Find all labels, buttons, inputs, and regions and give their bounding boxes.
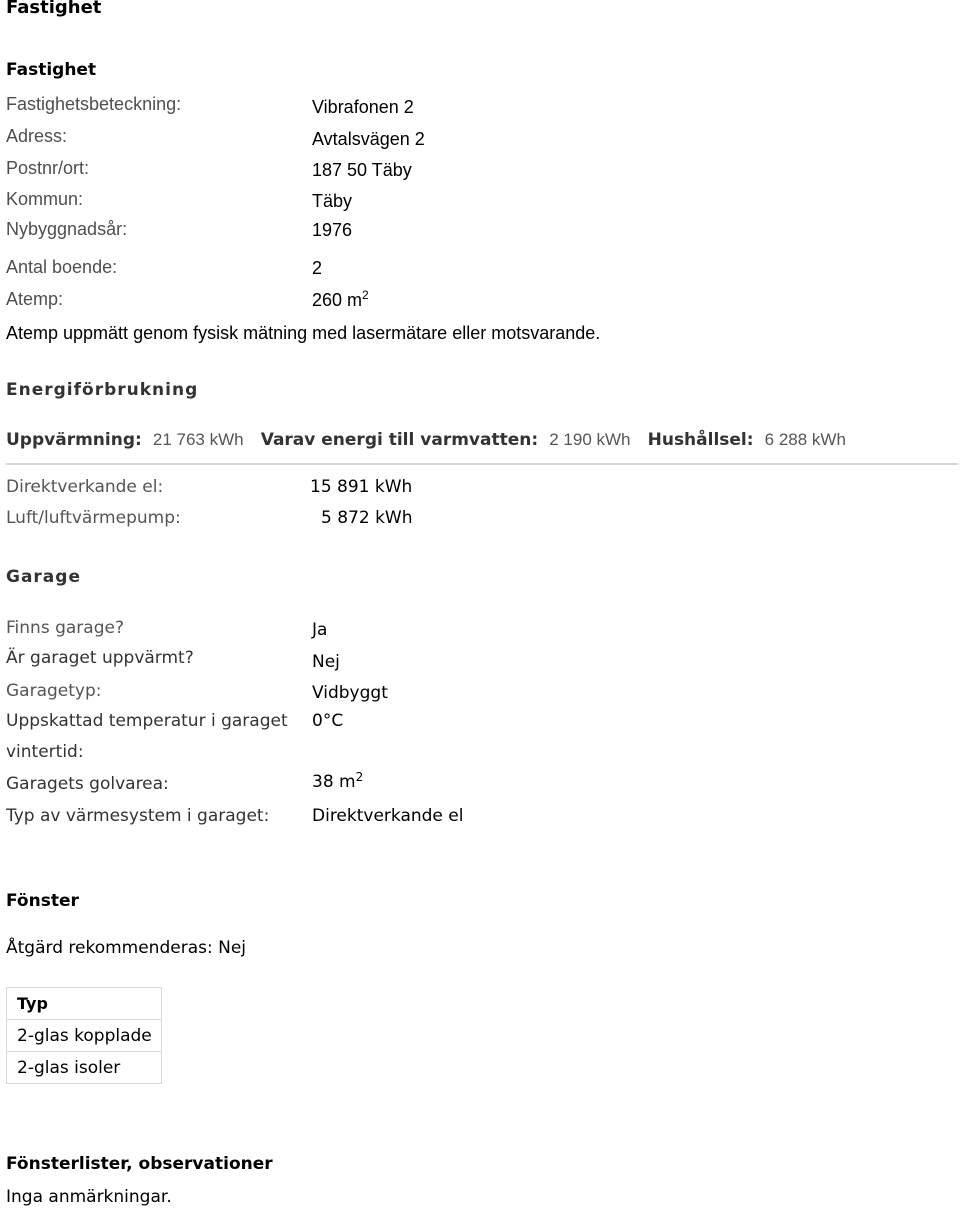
energy-value-air-heat-pump: 5 872 kWh <box>321 508 413 528</box>
energy-divider <box>6 463 958 465</box>
garage-label-heating-system: Typ av värmesystem i garaget: <box>6 806 270 826</box>
property-label-build-year: Nybyggnadsår: <box>6 219 128 239</box>
table-header-type: Typ <box>7 988 162 1020</box>
atemp-note: Atemp uppmätt genom fysisk mätning med lasermätare eller motsvarande. <box>6 323 601 343</box>
property-label-municipality: Kommun: <box>6 189 84 209</box>
table-header-row <box>7 988 162 1020</box>
table-row <box>7 1020 162 1052</box>
property-label-address: Adress: <box>6 126 68 146</box>
energy-label-air-heat-pump: Luft/luftvärmepump: <box>6 508 181 528</box>
windows-heading: Fönster <box>6 891 79 911</box>
energy-label-direct-electric: Direktverkande el: <box>6 477 164 497</box>
windows-action-recommended: Åtgärd rekommenderas: Nej <box>6 938 247 958</box>
table-cell: 2-glas kopplade <box>7 1020 162 1052</box>
garage-value-winter-temp: 0°C <box>312 711 344 731</box>
garage-label-winter-temp-cont: vintertid: <box>6 742 84 762</box>
garage-value-heated: Nej <box>312 652 340 672</box>
heating-value: 21 763 kWh <box>152 430 244 449</box>
window-sills-text: Inga anmärkningar. <box>6 1187 172 1207</box>
windows-table <box>6 987 162 1084</box>
atemp-unit-exponent: 2 <box>362 288 369 302</box>
property-value-designation: Vibrafonen 2 <box>312 97 414 117</box>
garage-floor-area-text: 38 m <box>312 772 356 792</box>
energy-value-direct-electric: 15 891 kWh <box>310 477 413 497</box>
heating-label: Uppvärmning: <box>6 430 142 450</box>
property-value-postal: 187 50 Täby <box>312 160 412 180</box>
property-value-build-year: 1976 <box>312 220 353 240</box>
garage-heading: Garage <box>6 567 81 587</box>
garage-label-floor-area: Garagets golvarea: <box>6 774 169 794</box>
property-heading: Fastighet <box>6 60 97 80</box>
property-label-postal: Postnr/ort: <box>6 158 90 178</box>
garage-label-heated: Är garaget uppvärmt? <box>6 648 194 668</box>
table-row <box>7 1052 162 1084</box>
garage-value-floor-area <box>312 772 363 792</box>
garage-value-type: Vidbyggt <box>312 683 388 703</box>
energy-summary <box>6 430 846 450</box>
page-title: Fastighet <box>6 0 102 18</box>
garage-label-type: Garagetyp: <box>6 681 102 701</box>
garage-label-winter-temp: Uppskattad temperatur i garaget <box>6 711 288 731</box>
property-label-residents: Antal boende: <box>6 257 118 277</box>
window-sills-heading: Fönsterlister, observationer <box>6 1154 273 1174</box>
household-electricity-value: 6 288 kWh <box>764 430 846 449</box>
table-cell: 2-glas isoler <box>7 1052 162 1084</box>
garage-floor-area-exponent: 2 <box>355 770 364 784</box>
garage-value-heating-system: Direktverkande el <box>312 806 464 826</box>
property-value-residents: 2 <box>312 258 323 278</box>
garage-label-exists: Finns garage? <box>6 618 124 638</box>
hot-water-value: 2 190 kWh <box>549 430 631 449</box>
garage-value-exists: Ja <box>312 620 328 640</box>
property-value-municipality: Täby <box>312 191 353 211</box>
property-label-designation: Fastighetsbeteckning: <box>6 94 182 114</box>
energy-heading: Energiförbrukning <box>6 380 199 400</box>
household-electricity-label: Hushållsel: <box>647 430 754 450</box>
atemp-value-text: 260 m <box>312 290 363 310</box>
property-value-address: Avtalsvägen 2 <box>312 129 425 149</box>
property-value-atemp <box>312 290 369 311</box>
hot-water-label: Varav energi till varmvatten: <box>260 430 539 450</box>
property-label-atemp: Atemp: <box>6 289 64 309</box>
